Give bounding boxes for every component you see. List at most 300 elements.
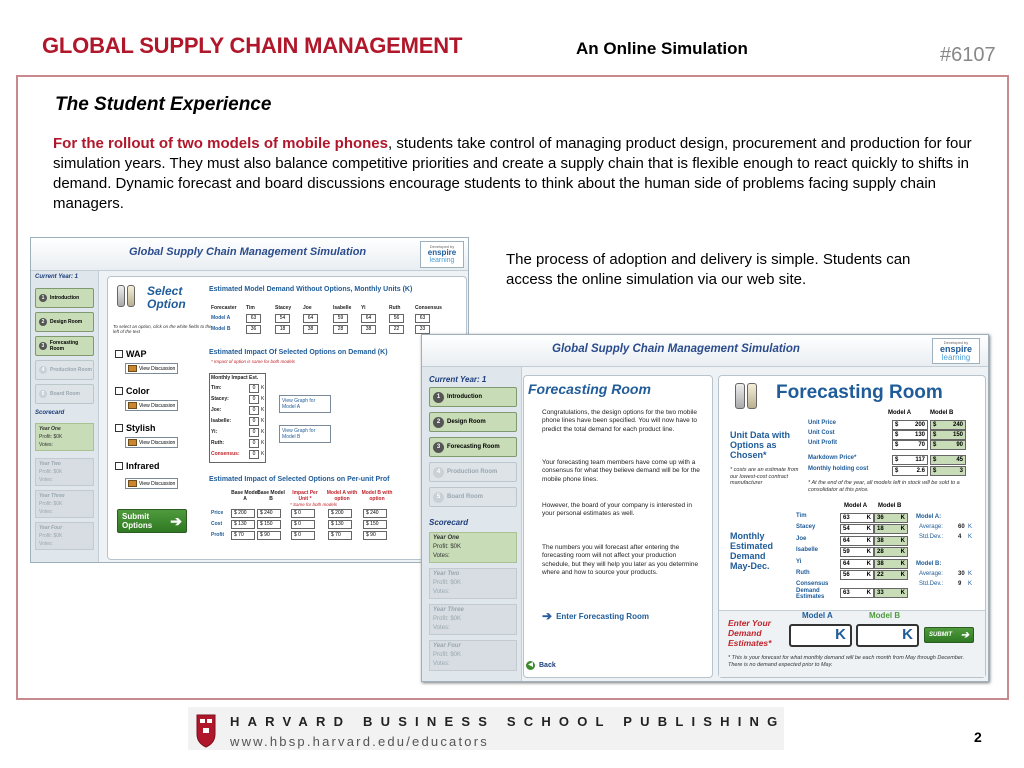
- value: 2.6: [916, 468, 925, 474]
- demand-col-header: Consensus: [415, 305, 442, 311]
- demand-col-header: Joe: [303, 305, 312, 311]
- forecasting-room-screenshot: [421, 334, 989, 682]
- person-value-a: [840, 570, 874, 580]
- impact-cell: 0: [249, 417, 259, 426]
- pu-cell: $ 130: [231, 520, 255, 529]
- submit-options-button[interactable]: [117, 509, 187, 533]
- demand-cell: 28: [333, 325, 348, 334]
- unit-data-title: Unit Data with Options as Chosen*: [730, 430, 790, 460]
- view-graph-b-button[interactable]: [279, 425, 331, 443]
- demand-row-label: Model B: [211, 326, 231, 332]
- year-name: Year Four: [39, 525, 63, 531]
- option-checkbox[interactable]: [115, 462, 123, 470]
- current-year: Current Year: 1: [35, 274, 79, 280]
- enter-label: Enter Forecasting Room: [556, 611, 649, 621]
- demand-col-header: Tim: [246, 305, 255, 311]
- product-number: #6107: [940, 44, 996, 66]
- back-label: Back: [539, 662, 556, 669]
- consensus-label: Consensus Demand Estimates: [796, 581, 829, 600]
- stat-value: 60: [958, 524, 965, 530]
- intro-text: , students take control of managing product design, procurement and production for four simulation years. They must also balance competitive priorities and create a supply chain that is flexible enough to react quickly to shifts in demand. Dynamic forecast and board discussions encourage students to think about the human side of problems facing supply chain managers.: [53, 135, 972, 212]
- year-profit: Profit: $0K: [433, 616, 462, 622]
- stat-value: 4: [958, 534, 962, 540]
- impact-note: * Impact of option is same for both models: [211, 359, 296, 364]
- forecast-paragraph: Your forecasting team members have come up with a consensus for what they believe demand will be for the mobile phone lines.: [542, 459, 700, 483]
- intro-highlight: For the rollout of two models of mobile phones: [53, 135, 388, 152]
- option-checkbox[interactable]: [115, 350, 123, 358]
- logo-brand: enspire: [427, 248, 457, 257]
- value: 54: [843, 526, 850, 533]
- year-votes: Votes:: [433, 589, 450, 595]
- person-value-a: [840, 536, 874, 546]
- model-b-header: Model B: [869, 611, 901, 620]
- arrow-right-icon: ➔: [170, 512, 182, 529]
- pu-cell: $ 150: [363, 520, 387, 529]
- scorecard-year-four: [429, 640, 517, 671]
- back-arrow-icon: ◀: [526, 661, 535, 670]
- value: 38: [877, 560, 884, 567]
- nav-label: Forecasting Room: [447, 444, 500, 450]
- scorecard-year-two: [35, 458, 94, 486]
- demand-title: Estimated Model Demand Without Options, Monthly Units (K): [209, 286, 413, 293]
- currency: $: [933, 468, 937, 474]
- unit-k: K: [261, 385, 265, 391]
- value: 64: [843, 537, 850, 544]
- pu-col-header: Model A with option: [326, 490, 358, 502]
- pu-col-header: Base Model A: [231, 490, 259, 502]
- nav-number: 4: [39, 366, 47, 374]
- graph-a-label: View Graph for Model A: [282, 398, 316, 410]
- stat-label: Average:: [919, 571, 943, 577]
- discussion-icon: [128, 402, 137, 409]
- pu-cell: $ 90: [363, 531, 387, 540]
- impact-cell: 0: [249, 428, 259, 437]
- person-value-a: [840, 559, 874, 569]
- unit-k: K: [261, 407, 265, 413]
- currency: $: [933, 442, 937, 448]
- option-label: Color: [126, 386, 150, 396]
- currency: $: [933, 432, 937, 438]
- pu-cell: $ 90: [257, 531, 281, 540]
- pu-cell: $ 240: [257, 509, 281, 518]
- nav-number: 2: [39, 318, 47, 326]
- nav-forecasting-room[interactable]: [429, 437, 517, 457]
- nav-number: 3: [433, 442, 444, 453]
- view-discussion-label: View Discussion: [139, 365, 176, 372]
- unit-value-a: [892, 440, 928, 450]
- person-value-b: [874, 570, 908, 580]
- logo-sub: learning: [941, 353, 971, 362]
- year-profit: Profit: $0K: [433, 544, 462, 550]
- scorecard-title: Scorecard: [429, 518, 469, 527]
- scorecard-year-four: [35, 522, 94, 550]
- person-label: Stacey: [796, 524, 816, 531]
- view-graph-a-button[interactable]: [279, 395, 331, 413]
- unit-k: K: [866, 560, 871, 567]
- stat-unit: K: [968, 524, 973, 530]
- currency: $: [933, 422, 937, 428]
- demand-col-header: Ruth: [389, 305, 401, 311]
- year-votes: Votes:: [39, 442, 53, 448]
- stat-unit: K: [968, 581, 973, 587]
- impact-person-label: Tim:: [211, 385, 222, 391]
- pu-cell: $ 200: [231, 509, 255, 518]
- graph-b-label: View Graph for Model B: [282, 428, 316, 440]
- view-discussion-button[interactable]: [125, 437, 178, 448]
- impact-cell: 0: [249, 395, 259, 404]
- year-votes: Votes:: [433, 625, 450, 631]
- stat-unit: K: [968, 571, 973, 577]
- demand-cell: 33: [415, 325, 430, 334]
- value: 117: [915, 457, 925, 463]
- nav-number: 2: [433, 417, 444, 428]
- model-a-header: Model A: [844, 503, 868, 509]
- currency: $: [933, 457, 937, 463]
- year-name: Year Two: [433, 571, 460, 577]
- value: 150: [952, 432, 963, 438]
- impact-cell: 0: [249, 450, 259, 459]
- sim-title: Global Supply Chain Management Simulation: [31, 238, 468, 271]
- unit-k: K: [261, 429, 265, 435]
- value: 240: [952, 422, 963, 428]
- demand-cell: 63: [246, 314, 261, 323]
- demand-cell: 38: [303, 325, 318, 334]
- nav-number: 1: [433, 392, 444, 403]
- stats-a-title: Model A:: [916, 514, 942, 520]
- slide-subtitle: An Online Simulation: [576, 39, 748, 58]
- back-button[interactable]: [526, 661, 556, 670]
- demand-row-label: Model A: [211, 315, 231, 321]
- unit-k: K: [900, 549, 905, 556]
- view-discussion-label: View Discussion: [139, 402, 176, 409]
- value: 200: [914, 422, 925, 428]
- value: 130: [914, 432, 925, 438]
- discussion-icon: [128, 480, 137, 487]
- person-value-a: [840, 513, 874, 523]
- impact-person-label: Yi:: [211, 429, 218, 435]
- monthly-impact-label: Monthly Impact Est.: [211, 375, 259, 381]
- scorecard-year-three: [35, 490, 94, 518]
- arrow-right-icon: ➔: [542, 609, 553, 623]
- model-b-header: Model B: [930, 410, 954, 416]
- year-profit: Profit: $0K: [39, 469, 63, 475]
- enter-estimates-label: Enter Your Demand Estimates*: [728, 618, 772, 648]
- view-discussion-button[interactable]: [125, 400, 178, 411]
- year-name: Year Three: [39, 493, 65, 499]
- model-a-estimate-input[interactable]: K: [789, 624, 852, 647]
- year-profit: Profit: $0K: [39, 434, 63, 440]
- demand-cell: 22: [389, 325, 404, 334]
- nav-production-room[interactable]: [429, 462, 517, 482]
- impact-title: Estimated Impact Of Selected Options on Demand (K): [209, 349, 388, 356]
- unit-k: K: [866, 590, 871, 596]
- value: 56: [843, 572, 850, 578]
- slide-title: GLOBAL SUPPLY CHAIN MANAGEMENT: [42, 33, 463, 58]
- view-discussion-button[interactable]: [125, 478, 178, 489]
- option-infrared[interactable]: [115, 461, 160, 471]
- design-room-screenshot: [30, 237, 469, 563]
- option-color[interactable]: [115, 386, 150, 396]
- pu-row-label: Cost: [211, 521, 223, 527]
- logo-dev-text: Developed by: [429, 244, 455, 249]
- stat-unit: K: [968, 534, 973, 540]
- person-value-b: [874, 559, 908, 569]
- logo-brand: enspire: [939, 344, 972, 354]
- unit-k: K: [866, 549, 871, 556]
- nav-label: Introduction: [447, 394, 482, 400]
- year-profit: Profit: $0K: [39, 533, 63, 539]
- impact-person-label: Consensus:: [211, 451, 240, 457]
- year-name: Year Three: [433, 607, 464, 613]
- unit-row-label: Unit Cost: [808, 430, 835, 436]
- option-label: Infrared: [126, 461, 160, 471]
- stat-label: Std.Dev.:: [919, 534, 944, 540]
- markdown-row-label: Monthly holding cost: [808, 466, 869, 472]
- stat-value: 30: [958, 571, 965, 577]
- page-number: 2: [974, 729, 982, 745]
- year-name: Year One: [39, 426, 61, 432]
- person-value-b: [874, 547, 908, 557]
- unit-k: K: [866, 537, 871, 544]
- markdown-value-b: [930, 466, 966, 476]
- nav-label: Production Room: [447, 469, 498, 475]
- value: 90: [956, 442, 963, 448]
- nav-introduction[interactable]: [429, 387, 517, 407]
- option-stylish[interactable]: [115, 423, 156, 433]
- person-value-b: [874, 536, 908, 546]
- option-checkbox[interactable]: [115, 387, 123, 395]
- scorecard-year-two: [429, 568, 517, 599]
- publisher-name: HARVARD BUSINESS SCHOOL PUBLISHING: [230, 714, 786, 729]
- person-label: Ruth: [796, 570, 810, 576]
- year-profit: Profit: $0K: [433, 580, 462, 586]
- pu-col-header: Model B with option: [361, 490, 393, 502]
- nav-board-room[interactable]: [429, 487, 517, 507]
- pu-row-label: Price: [211, 510, 224, 516]
- value: 45: [956, 457, 963, 463]
- stat-label: Std.Dev.:: [919, 581, 944, 587]
- nav-number: 1: [39, 294, 47, 302]
- person-value-a: [840, 524, 874, 534]
- pu-note: * Same for both models: [290, 502, 338, 507]
- unit-k: K: [261, 418, 265, 424]
- model-a-header: Model A: [888, 410, 912, 416]
- forecast-paragraph: However, the board of your company is interested in your personal estimates as well.: [542, 502, 692, 518]
- logo-sub: learning: [429, 257, 455, 264]
- markdown-note: * At the end of the year, all models left in stock will be sold to a consolidator at this price.: [808, 480, 960, 493]
- value: 59: [843, 549, 850, 556]
- nav-label: Board Room: [447, 494, 483, 500]
- cost-note: * costs are an estimate from our lowest-cost contract manufacturer: [730, 467, 799, 486]
- unit-row-label: Unit Profit: [808, 440, 837, 446]
- adoption-text: The process of adoption and delivery is simple. Students can access the online simulation via our web site.: [506, 251, 911, 288]
- demand-cell: 64: [361, 314, 376, 323]
- year-votes: Votes:: [39, 477, 53, 483]
- scorecard-year-three: [429, 604, 517, 635]
- model-b-header: Model B: [878, 503, 902, 509]
- currency: $: [895, 432, 899, 438]
- stat-label: Average:: [919, 524, 943, 530]
- person-label: Isabelle: [796, 547, 819, 554]
- demand-col-header: Isabelle: [333, 305, 352, 311]
- intro-paragraph: [53, 134, 983, 214]
- pu-col-header: Impact Per Unit *: [292, 490, 318, 502]
- nav-number: 3: [39, 342, 47, 350]
- forecast-paragraph: Congratulations, the design options for the two mobile phone lines have been specified. You will now have to predict the total demand for each product line.: [542, 409, 698, 433]
- current-year: Current Year: 1: [429, 375, 487, 384]
- unit-k: K: [866, 572, 871, 578]
- pu-row-label: Profit: [211, 532, 225, 538]
- year-name: Year Two: [39, 461, 61, 467]
- per-unit-title: Estimated Impact of Selected Options on Per-unit Prof: [209, 476, 390, 483]
- select-option-title: Select Option: [147, 284, 186, 311]
- demand-col-header: Stacey: [275, 305, 292, 311]
- option-label: Stylish: [126, 423, 156, 433]
- publisher-url[interactable]: www.hbsp.harvard.edu/educators: [230, 734, 489, 749]
- nav-label: Board Room: [50, 391, 80, 397]
- unit-value-b: [930, 420, 966, 430]
- value: 22: [877, 572, 884, 578]
- markdown-value-a: [892, 466, 928, 476]
- demand-cell: 63: [415, 314, 430, 323]
- value: 64: [843, 560, 850, 567]
- submit-options-label: Submit Options: [122, 512, 153, 530]
- select-note: To select an option, click on the white fields to the left of the text: [113, 324, 212, 334]
- value: 63: [843, 515, 850, 521]
- sim-title: Global Supply Chain Management Simulation: [422, 335, 988, 367]
- estimate-footnote: * This is your forecast for what monthly demand will be each month from May through December. There is no demand expected prior to May.: [728, 655, 965, 668]
- logo-dev-text: Developed by: [943, 340, 969, 345]
- nav-label: Design Room: [447, 419, 486, 425]
- view-discussion-button[interactable]: [125, 363, 178, 374]
- demand-cell: 59: [333, 314, 348, 323]
- value: 28: [877, 549, 884, 556]
- nav-number: 4: [433, 467, 444, 478]
- person-value-b: [874, 524, 908, 534]
- nav-production-room[interactable]: [35, 360, 94, 380]
- value: 36: [877, 515, 884, 521]
- demand-col-header: Forecaster: [211, 305, 237, 311]
- unit-k: K: [866, 526, 871, 533]
- discussion-icon: [128, 365, 137, 372]
- scorecard-year-one: [429, 532, 517, 563]
- year-name: Year Four: [433, 643, 461, 649]
- demand-cell: 64: [303, 314, 318, 323]
- impact-person-label: Stacey:: [211, 396, 229, 402]
- year-votes: Votes:: [39, 509, 53, 515]
- enter-forecasting-room-button[interactable]: [542, 609, 649, 623]
- view-discussion-label: View Discussion: [139, 439, 176, 446]
- nav-design-room[interactable]: [429, 412, 517, 432]
- year-votes: Votes:: [39, 541, 53, 547]
- phone-a-icon: [735, 383, 745, 409]
- unit-row-label: Unit Price: [808, 420, 837, 426]
- demand-cell: 38: [361, 325, 376, 334]
- hbs-shield-icon: [196, 712, 216, 748]
- demand-cell: 36: [246, 325, 261, 334]
- nav-introduction[interactable]: [35, 288, 94, 308]
- unit-value-b: [930, 440, 966, 450]
- option-label: WAP: [126, 349, 147, 359]
- nav-forecasting-room[interactable]: [35, 336, 94, 356]
- impact-cell: 0: [249, 439, 259, 448]
- year-votes: Votes:: [433, 661, 450, 667]
- phone-b-icon: [127, 285, 135, 307]
- nav-board-room[interactable]: [35, 384, 94, 404]
- nav-design-room[interactable]: [35, 312, 94, 332]
- forecast-paragraph: The numbers you will forecast after entering the forecasting room will not affect your production schedule, but they will help you later as you determine where and how to source your products.: [542, 544, 699, 577]
- pu-cell: $ 0: [291, 509, 315, 518]
- unit-k: K: [900, 526, 905, 533]
- consensus-a-value: 63: [843, 590, 850, 596]
- pu-cell: $ 150: [257, 520, 281, 529]
- submit-estimates-button[interactable]: [924, 627, 974, 643]
- unit-k: K: [900, 537, 905, 544]
- pu-cell: $ 200: [328, 509, 352, 518]
- nav-label: Design Room: [50, 319, 83, 325]
- markdown-row-label: Markdown Price*: [808, 455, 857, 461]
- unit-k: K: [261, 451, 265, 457]
- consensus-a: [840, 588, 874, 598]
- discussion-icon: [128, 439, 137, 446]
- impact-cell: 0: [249, 406, 259, 415]
- pu-cell: $ 70: [231, 531, 255, 540]
- view-discussion-label: View Discussion: [139, 480, 176, 487]
- stat-value: 9: [958, 581, 962, 587]
- year-votes: Votes:: [433, 553, 450, 559]
- enspire-logo: [932, 338, 980, 364]
- section-title: The Student Experience: [55, 94, 272, 115]
- person-label: Tim: [796, 513, 807, 519]
- person-value-b: [874, 513, 908, 523]
- impact-person-label: Joe:: [211, 407, 222, 413]
- model-b-estimate-input[interactable]: K: [856, 624, 919, 647]
- unit-k: K: [900, 515, 905, 521]
- pu-cell: $ 130: [328, 520, 352, 529]
- demand-cell: 56: [389, 314, 404, 323]
- currency: $: [895, 422, 899, 428]
- unit-value-a: [892, 430, 928, 440]
- model-a-header: Model A: [802, 611, 833, 620]
- pu-col-header: Base Model B: [257, 490, 285, 502]
- value: 38: [877, 537, 884, 544]
- person-value-a: [840, 547, 874, 557]
- phone-b-icon: [747, 383, 757, 409]
- nav-number: 5: [433, 492, 444, 503]
- pu-cell: $ 0: [291, 531, 315, 540]
- demand-cell: 54: [275, 314, 290, 323]
- person-label: Joe: [796, 535, 807, 542]
- demand-cell: 18: [275, 325, 290, 334]
- year-profit: Profit: $0K: [433, 652, 462, 658]
- value: 70: [918, 442, 925, 448]
- nav-label: Forecasting Room: [49, 340, 79, 352]
- person-label: Yi: [796, 558, 802, 565]
- enspire-logo: [420, 241, 464, 268]
- nav-label: Production Room: [50, 367, 92, 373]
- option-checkbox[interactable]: [115, 424, 123, 432]
- pu-cell: $ 70: [328, 531, 352, 540]
- unit-value-a: [892, 420, 928, 430]
- option-wap[interactable]: [115, 349, 147, 359]
- monthly-demand-title: Monthly Estimated Demand May-Dec.: [730, 531, 774, 571]
- stats-b-title: Model B:: [916, 561, 942, 567]
- value: 18: [877, 526, 884, 533]
- nav-number: 5: [39, 390, 47, 398]
- submit-label: SUBMIT: [929, 632, 952, 638]
- currency: $: [895, 442, 899, 448]
- year-profit: Profit: $0K: [39, 501, 63, 507]
